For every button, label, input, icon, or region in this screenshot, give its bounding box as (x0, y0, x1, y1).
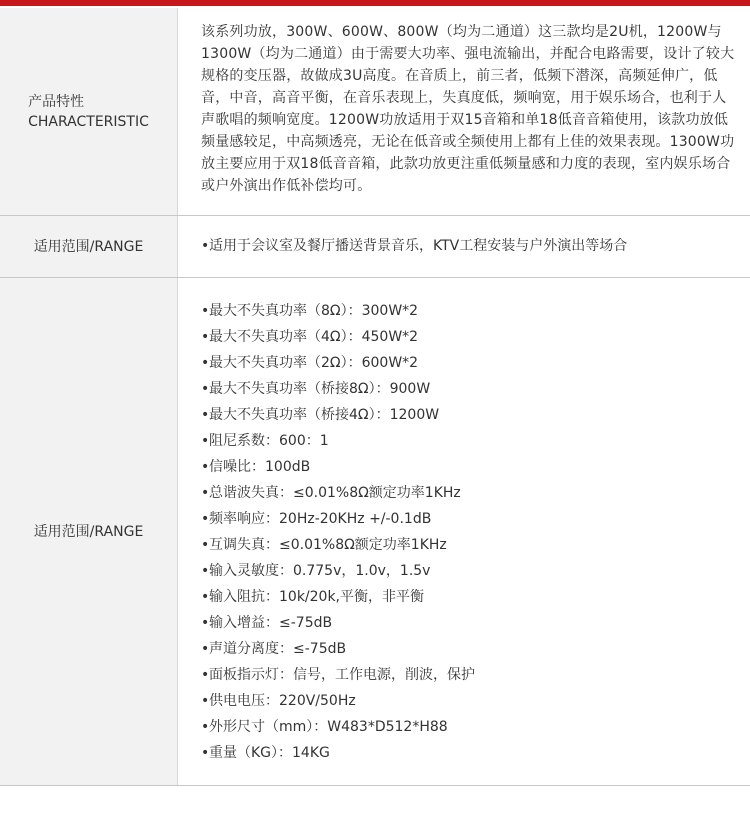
range-content (178, 216, 750, 277)
spec-item (201, 298, 736, 324)
spec-item (201, 688, 736, 714)
spec-text: 总谐波失真：≤0.01%8Ω额定功率1KHz (209, 485, 461, 501)
range-row (0, 216, 750, 278)
spec-bullet: • (201, 693, 210, 709)
spec-item (201, 350, 736, 376)
characteristic-row (0, 8, 750, 216)
spec-bullet: • (201, 485, 210, 501)
spec-text: 面板指示灯：信号，工作电源，削波，保护 (209, 667, 475, 683)
spec-text: 外形尺寸（mm）：W483*D512*H88 (209, 719, 448, 735)
spec-text: 输入阻抗：10k/20k,平衡，非平衡 (209, 589, 425, 605)
spec-text: 输入灵敏度：0.775v，1.0v，1.5v (209, 563, 431, 579)
specs-content (178, 278, 750, 785)
characteristic-label-cn: 产品特性 (28, 93, 85, 110)
range-bullet: • (201, 238, 210, 254)
spec-text: 最大不失真功率（4Ω）：450W*2 (209, 329, 419, 345)
spec-item (201, 662, 736, 688)
spec-item (201, 610, 736, 636)
characteristic-label-cell (0, 8, 178, 215)
spec-text: 声道分离度：≤-75dB (209, 641, 347, 657)
specs-label-cell (0, 278, 178, 785)
spec-bullet: • (201, 719, 210, 735)
spec-text: 最大不失真功率（8Ω）：300W*2 (209, 303, 419, 319)
spec-item (201, 454, 736, 480)
specs-label: 适用范围/RANGE (33, 523, 144, 540)
spec-bullet: • (201, 511, 210, 527)
range-text: 适用于会议室及餐厅播送背景音乐，KTV工程安装与户外演出等场合 (209, 238, 628, 254)
spec-item (201, 376, 736, 402)
spec-text: 最大不失真功率（2Ω）：600W*2 (209, 355, 419, 371)
characteristic-content (178, 8, 750, 215)
spec-bullet: • (201, 537, 210, 553)
spec-item (201, 636, 736, 662)
specs-row (0, 278, 750, 785)
spec-text: 最大不失真功率（桥接8Ω）：900W (209, 381, 431, 397)
characteristic-paragraph: 该系列功放，300W、600W、800W（均为二通道）这三款均是2U机，1200W与1300W（均为二通道）由于需要大功率、强电流输出，并配合电路需要，设计了较大规格的变压器，故做成3U高度。在音质上，前三者，低频下潜深，高频延伸广，低音，中音，高音平衡，在音乐表现上，失真度低，频响宽，用于娱乐场合，也利于人声歌唱的频响宽度。1200W功放适用于双15音箱和单18低音音箱使用，该款功放低频量感较足，中高频透亮，无论在低音或全频使用上都有上佳的效果表现。1300W功放主要应用于双18低音音箱，此款功放更注重低频量感和力度的表现，室内娱乐场合或户外演出作低补偿均可。 (201, 24, 735, 194)
spec-item (201, 480, 736, 506)
spec-text: 输入增益：≤-75dB (209, 615, 333, 631)
spec-bullet: • (201, 407, 210, 423)
spec-bullet: • (201, 563, 210, 579)
spec-text: 最大不失真功率（桥接4Ω）：1200W (209, 407, 440, 423)
spec-bullet: • (201, 615, 210, 631)
spec-item (201, 428, 736, 454)
spec-item (201, 740, 736, 766)
spec-bullet: • (201, 641, 210, 657)
range-label-cell (0, 216, 178, 277)
spec-text: 信噪比：100dB (209, 459, 311, 475)
spec-item (201, 532, 736, 558)
spec-bullet: • (201, 745, 210, 761)
spec-bullet: • (201, 589, 210, 605)
spec-text: 互调失真：≤0.01%8Ω额定功率1KHz (209, 537, 447, 553)
spec-text: 频率响应：20Hz-20KHz +/-0.1dB (209, 511, 432, 527)
range-label: 适用范围/RANGE (33, 238, 144, 255)
characteristic-label-en: CHARACTERISTIC (28, 113, 149, 130)
spec-bullet: • (201, 433, 210, 449)
spec-bullet: • (201, 303, 210, 319)
spec-table (0, 8, 750, 786)
top-accent-bar (0, 0, 750, 6)
spec-item (201, 558, 736, 584)
spec-text: 供电电压：220V/50Hz (209, 693, 356, 709)
spec-item (201, 506, 736, 532)
spec-item (201, 714, 736, 740)
spec-item (201, 584, 736, 610)
spec-bullet: • (201, 459, 210, 475)
spec-list (201, 298, 736, 766)
spec-text: 阻尼系数：600：1 (209, 433, 329, 449)
spec-item (201, 402, 736, 428)
spec-bullet: • (201, 667, 210, 683)
spec-bullet: • (201, 329, 210, 345)
spec-bullet: • (201, 381, 210, 397)
spec-item (201, 324, 736, 350)
spec-bullet: • (201, 355, 210, 371)
spec-text: 重量（KG）：14KG (209, 745, 330, 761)
